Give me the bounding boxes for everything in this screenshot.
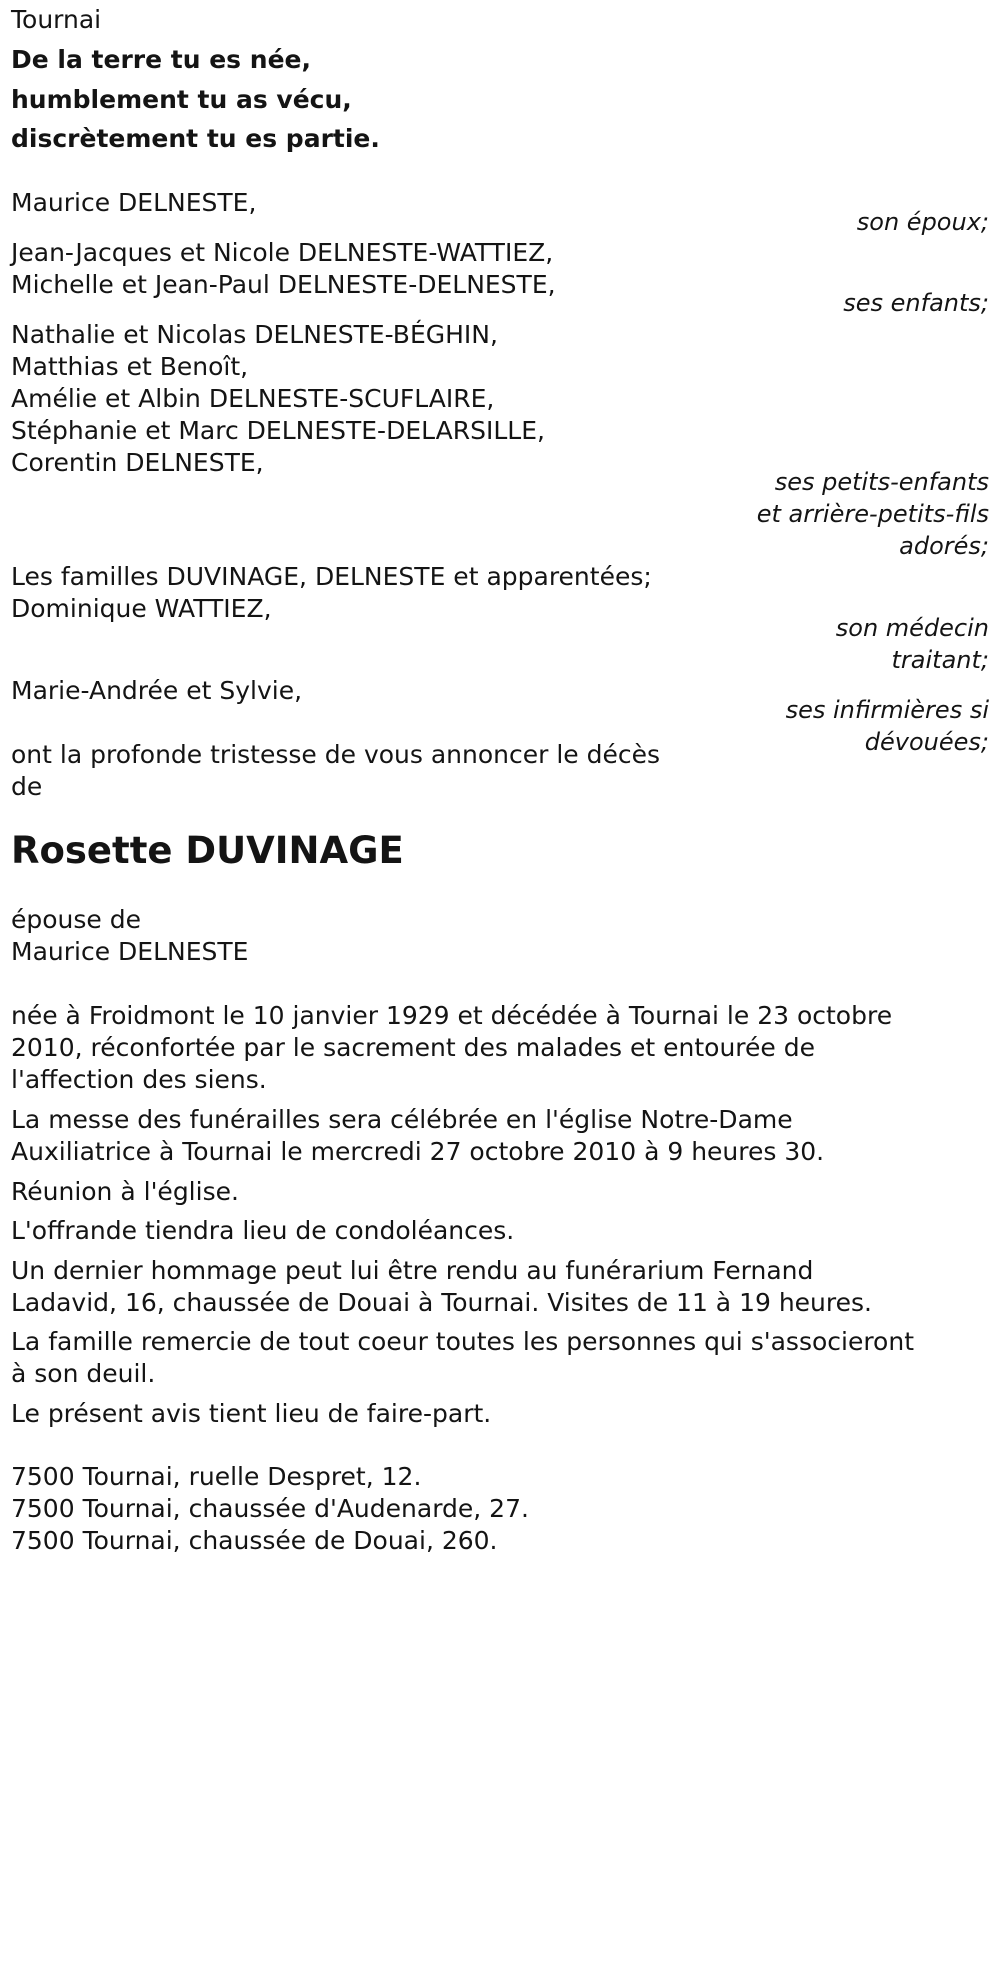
grandchild-line-4: Stéphanie et Marc DELNESTE-DELARSILLE, [11, 416, 545, 445]
spouse-name: Maurice DELNESTE, [11, 188, 257, 217]
poem-line-3: discrètement tu es partie. [11, 124, 380, 153]
address-line-2: 7500 Tournai, chaussée d'Audenarde, 27. [11, 1494, 529, 1523]
grandchildren-role-3: adorés; [899, 532, 989, 560]
address-line-1: 7500 Tournai, ruelle Despret, 12. [11, 1462, 422, 1491]
detail-line-1: née à Froidmont le 10 janvier 1929 et décédée à Tournai le 23 octobre [11, 1001, 893, 1030]
detail-line-11: à son deuil. [11, 1359, 156, 1388]
announcement-line-2: de [11, 772, 43, 801]
grandchildren-role-2: et arrière-petits-fils [756, 500, 989, 528]
spouse-of-line-1: épouse de [11, 905, 141, 934]
grandchild-line-3: Amélie et Albin DELNESTE-SCUFLAIRE, [11, 384, 495, 413]
children-role: ses enfants; [843, 289, 989, 317]
detail-line-8: Un dernier hommage peut lui être rendu au funérarium Fernand [11, 1256, 814, 1285]
nurses-name: Marie-Andrée et Sylvie, [11, 676, 303, 705]
nurses-role-1: ses infirmières si [785, 696, 989, 724]
detail-line-2: 2010, réconfortée par le sacrement des malades et entourée de [11, 1033, 815, 1062]
doctor-role-2: traitant; [891, 646, 989, 674]
detail-line-7: L'offrande tiendra lieu de condoléances. [11, 1216, 515, 1245]
doctor-name: Dominique WATTIEZ, [11, 594, 272, 623]
detail-line-4: La messe des funérailles sera célébrée en l'église Notre-Dame [11, 1105, 793, 1134]
grandchildren-role-1: ses petits-enfants [774, 468, 989, 496]
grandchild-line-2: Matthias et Benoît, [11, 352, 249, 381]
nurses-role-2: dévouées; [864, 728, 989, 756]
detail-line-10: La famille remercie de tout coeur toutes les personnes qui s'associeront [11, 1327, 915, 1356]
child-line-2: Michelle et Jean-Paul DELNESTE-DELNESTE, [11, 270, 556, 299]
poem-line-2: humblement tu as vécu, [11, 85, 352, 114]
poem-line-1: De la terre tu es née, [11, 45, 311, 74]
doctor-role-1: son médecin [835, 614, 989, 642]
spouse-role: son époux; [856, 208, 989, 236]
detail-line-3: l'affection des siens. [11, 1065, 267, 1094]
detail-line-12: Le présent avis tient lieu de faire-part. [11, 1399, 492, 1428]
detail-line-5: Auxiliatrice à Tournai le mercredi 27 octobre 2010 à 9 heures 30. [11, 1137, 825, 1166]
grandchild-line-1: Nathalie et Nicolas DELNESTE-BÉGHIN, [11, 320, 498, 349]
location-header: Tournai [11, 5, 102, 34]
detail-line-9: Ladavid, 16, chaussée de Douai à Tournai. Visites de 11 à 19 heures. [11, 1288, 872, 1317]
address-line-3: 7500 Tournai, chaussée de Douai, 260. [11, 1526, 498, 1555]
grandchild-line-5: Corentin DELNESTE, [11, 448, 264, 477]
child-line-1: Jean-Jacques et Nicole DELNESTE-WATTIEZ, [11, 238, 554, 267]
spouse-of-line-2: Maurice DELNESTE [11, 937, 249, 966]
families-line: Les familles DUVINAGE, DELNESTE et apparentées; [11, 562, 652, 591]
detail-line-6: Réunion à l'église. [11, 1177, 239, 1206]
deceased-name: Rosette DUVINAGE [11, 829, 404, 872]
announcement-line-1: ont la profonde tristesse de vous annoncer le décès [11, 740, 661, 769]
